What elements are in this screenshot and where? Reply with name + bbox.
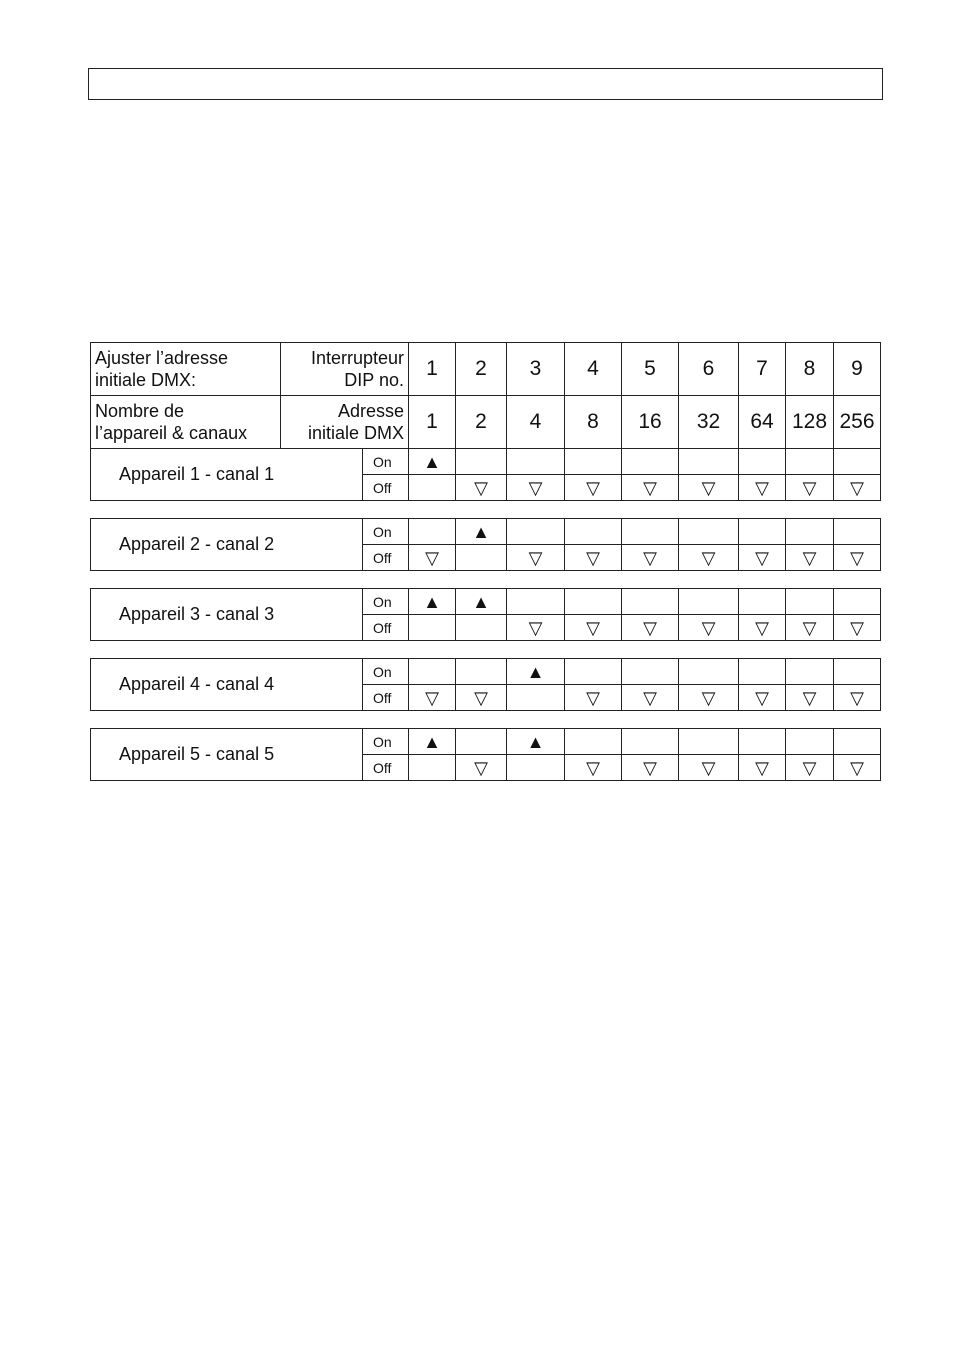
dip-switch-9-off — [834, 755, 881, 781]
switch-off-icon: ▽ — [850, 617, 864, 638]
dip-switch-2-off — [456, 755, 507, 781]
switch-off-icon: ▽ — [643, 477, 657, 498]
dip-switch-7-off — [739, 545, 786, 571]
switch-off-icon: ▽ — [528, 547, 543, 568]
dip-switch-5-off — [622, 545, 679, 571]
dip-switch-8-on — [786, 589, 834, 615]
off-label: Off — [363, 685, 409, 711]
switch-off-icon: ▽ — [701, 477, 716, 498]
switch-off-icon: ▽ — [643, 757, 657, 778]
row-gap — [91, 501, 881, 519]
start-address-label: Adresse initiale DMX — [281, 396, 409, 449]
dip-switch-7-off — [739, 615, 786, 641]
switch-off-icon: ▽ — [802, 477, 817, 498]
switch-off-icon: ▽ — [528, 617, 543, 638]
on-label: On — [363, 659, 409, 685]
dip-value-1: 1 — [409, 396, 456, 449]
dip-switch-1-off — [409, 545, 456, 571]
device-5-on-row — [91, 729, 881, 755]
dip-switch-5-on — [622, 449, 679, 475]
switch-off-icon: ▽ — [586, 687, 600, 708]
dip-switch-2-on — [456, 589, 507, 615]
dip-value-5: 16 — [622, 396, 679, 449]
dip-value-8: 128 — [786, 396, 834, 449]
on-label: On — [363, 729, 409, 755]
dip-switch-7-off — [739, 755, 786, 781]
dip-switch-8-off — [786, 545, 834, 571]
dip-switch-2-off — [456, 685, 507, 711]
dip-switch-5-on — [622, 519, 679, 545]
switch-on-icon: ▲ — [472, 591, 490, 612]
switch-off-icon: ▽ — [850, 477, 864, 498]
dip-switch-6-on — [679, 519, 739, 545]
switch-on-icon: ▲ — [526, 731, 545, 752]
dip-switch-1-on — [409, 589, 456, 615]
off-label: Off — [363, 615, 409, 641]
dip-switch-7-on — [739, 729, 786, 755]
dip-switch-2-on — [456, 729, 507, 755]
dip-switch-7-on — [739, 519, 786, 545]
dip-switch-1-off — [409, 685, 456, 711]
dip-switch-3-off — [507, 545, 565, 571]
dip-switch-3-off — [507, 475, 565, 501]
switch-off-icon: ▽ — [586, 477, 600, 498]
switch-off-icon: ▽ — [850, 687, 864, 708]
dip-switch-2-on — [456, 449, 507, 475]
dip-switch-8-on — [786, 729, 834, 755]
off-label: Off — [363, 475, 409, 501]
dip-switch-8-off — [786, 615, 834, 641]
dip-switch-1-on — [409, 519, 456, 545]
set-address-label: Ajuster l’adresse initiale DMX: — [91, 343, 281, 396]
dip-switch-6-off — [679, 475, 739, 501]
dip-switch-2-on — [456, 659, 507, 685]
switch-off-icon: ▽ — [755, 687, 769, 708]
dip-number-3: 3 — [507, 343, 565, 396]
header-row-dip-number — [91, 343, 881, 396]
switch-off-icon: ▽ — [528, 477, 543, 498]
switch-off-icon: ▽ — [701, 617, 716, 638]
switch-on-icon: ▲ — [423, 731, 441, 752]
dip-switch-1-off — [409, 755, 456, 781]
dip-switch-1-on — [409, 449, 456, 475]
dip-switch-3-on — [507, 449, 565, 475]
dip-switch-8-on — [786, 659, 834, 685]
dip-switch-5-on — [622, 659, 679, 685]
dip-switch-9-on — [834, 449, 881, 475]
dip-value-9: 256 — [834, 396, 881, 449]
row-gap-cell — [91, 711, 881, 729]
dip-switch-3-on — [507, 589, 565, 615]
switch-off-icon: ▽ — [802, 757, 817, 778]
dip-switch-2-off — [456, 475, 507, 501]
dip-switch-4-on — [565, 589, 622, 615]
dip-switch-table — [90, 342, 881, 781]
dip-value-4: 8 — [565, 396, 622, 449]
dip-value-2: 2 — [456, 396, 507, 449]
dip-switch-9-off — [834, 685, 881, 711]
switch-off-icon: ▽ — [755, 547, 769, 568]
device-4-on-row — [91, 659, 881, 685]
dip-switch-7-on — [739, 659, 786, 685]
dip-number-4: 4 — [565, 343, 622, 396]
device-channels-label: Nombre de l’appareil & canaux — [91, 396, 281, 449]
dip-number-8: 8 — [786, 343, 834, 396]
dip-switch-7-off — [739, 475, 786, 501]
row-gap-cell — [91, 501, 881, 519]
dip-switch-5-on — [622, 589, 679, 615]
dip-switch-6-on — [679, 729, 739, 755]
dip-number-7: 7 — [739, 343, 786, 396]
dip-switch-6-on — [679, 659, 739, 685]
dip-switch-6-off — [679, 615, 739, 641]
dip-switch-9-off — [834, 475, 881, 501]
switch-off-icon: ▽ — [474, 477, 488, 498]
dip-switch-5-on — [622, 729, 679, 755]
device-2-on-row — [91, 519, 881, 545]
dip-number-1: 1 — [409, 343, 456, 396]
dip-switch-4-on — [565, 729, 622, 755]
dip-switch-3-off — [507, 685, 565, 711]
switch-off-icon: ▽ — [425, 687, 439, 708]
dip-switch-1-off — [409, 615, 456, 641]
device-name: Appareil 4 - canal 4 — [91, 659, 363, 711]
dip-switch-2-on — [456, 519, 507, 545]
dip-switch-3-off — [507, 615, 565, 641]
device-3-on-row — [91, 589, 881, 615]
dip-switch-8-on — [786, 449, 834, 475]
dip-switch-7-off — [739, 685, 786, 711]
dip-number-6: 6 — [679, 343, 739, 396]
dip-switch-5-off — [622, 685, 679, 711]
dip-switch-4-off — [565, 755, 622, 781]
dip-switch-9-on — [834, 729, 881, 755]
switch-off-icon: ▽ — [474, 687, 488, 708]
row-gap — [91, 571, 881, 589]
dip-switch-4-off — [565, 545, 622, 571]
dip-switch-3-on — [507, 729, 565, 755]
dip-switch-8-off — [786, 685, 834, 711]
dip-switch-8-off — [786, 475, 834, 501]
dip-number-9: 9 — [834, 343, 881, 396]
dip-number-2: 2 — [456, 343, 507, 396]
switch-off-icon: ▽ — [643, 617, 657, 638]
row-gap-cell — [91, 641, 881, 659]
dip-switch-2-off — [456, 615, 507, 641]
dip-switch-4-on — [565, 519, 622, 545]
dip-switch-1-on — [409, 729, 456, 755]
dip-no-label: Interrupteur DIP no. — [281, 343, 409, 396]
dip-switch-6-on — [679, 589, 739, 615]
switch-off-icon: ▽ — [850, 757, 864, 778]
dip-switch-6-off — [679, 545, 739, 571]
switch-on-icon: ▲ — [526, 661, 545, 682]
switch-off-icon: ▽ — [643, 687, 657, 708]
switch-off-icon: ▽ — [850, 547, 864, 568]
dip-switch-4-off — [565, 685, 622, 711]
switch-off-icon: ▽ — [643, 547, 657, 568]
dip-switch-6-off — [679, 685, 739, 711]
switch-off-icon: ▽ — [755, 617, 769, 638]
device-name: Appareil 3 - canal 3 — [91, 589, 363, 641]
switch-off-icon: ▽ — [701, 547, 716, 568]
dip-switch-6-off — [679, 755, 739, 781]
dip-value-6: 32 — [679, 396, 739, 449]
switch-on-icon: ▲ — [423, 591, 441, 612]
dip-switch-4-on — [565, 449, 622, 475]
dip-switch-8-off — [786, 755, 834, 781]
dip-switch-9-off — [834, 615, 881, 641]
on-label: On — [363, 589, 409, 615]
off-label: Off — [363, 755, 409, 781]
dip-switch-5-off — [622, 475, 679, 501]
dip-switch-1-off — [409, 475, 456, 501]
dip-value-7: 64 — [739, 396, 786, 449]
dip-switch-4-on — [565, 659, 622, 685]
on-label: On — [363, 519, 409, 545]
switch-off-icon: ▽ — [802, 687, 817, 708]
header-box — [88, 68, 883, 100]
switch-on-icon: ▲ — [472, 521, 490, 542]
dip-switch-4-off — [565, 475, 622, 501]
device-name: Appareil 2 - canal 2 — [91, 519, 363, 571]
dip-switch-8-on — [786, 519, 834, 545]
switch-off-icon: ▽ — [755, 477, 769, 498]
switch-off-icon: ▽ — [701, 687, 716, 708]
switch-off-icon: ▽ — [586, 547, 600, 568]
dip-switch-5-off — [622, 615, 679, 641]
switch-on-icon: ▲ — [423, 451, 441, 472]
device-1-on-row — [91, 449, 881, 475]
dip-switch-3-off — [507, 755, 565, 781]
dip-switch-9-on — [834, 519, 881, 545]
device-name: Appareil 5 - canal 5 — [91, 729, 363, 781]
row-gap-cell — [91, 571, 881, 589]
switch-off-icon: ▽ — [425, 547, 439, 568]
dip-switch-3-on — [507, 659, 565, 685]
switch-off-icon: ▽ — [586, 757, 600, 778]
header-row-dip-value — [91, 396, 881, 449]
dip-switch-7-on — [739, 449, 786, 475]
dip-switch-9-on — [834, 659, 881, 685]
dip-switch-9-on — [834, 589, 881, 615]
dip-switch-6-on — [679, 449, 739, 475]
dip-number-5: 5 — [622, 343, 679, 396]
on-label: On — [363, 449, 409, 475]
switch-off-icon: ▽ — [586, 617, 600, 638]
row-gap — [91, 641, 881, 659]
dip-switch-1-on — [409, 659, 456, 685]
switch-off-icon: ▽ — [755, 757, 769, 778]
switch-off-icon: ▽ — [474, 757, 488, 778]
dip-switch-3-on — [507, 519, 565, 545]
off-label: Off — [363, 545, 409, 571]
dip-switch-5-off — [622, 755, 679, 781]
device-name: Appareil 1 - canal 1 — [91, 449, 363, 501]
switch-off-icon: ▽ — [701, 757, 716, 778]
row-gap — [91, 711, 881, 729]
dip-switch-9-off — [834, 545, 881, 571]
dip-value-3: 4 — [507, 396, 565, 449]
switch-off-icon: ▽ — [802, 547, 817, 568]
dip-switch-2-off — [456, 545, 507, 571]
dip-switch-4-off — [565, 615, 622, 641]
dip-switch-7-on — [739, 589, 786, 615]
switch-off-icon: ▽ — [802, 617, 817, 638]
